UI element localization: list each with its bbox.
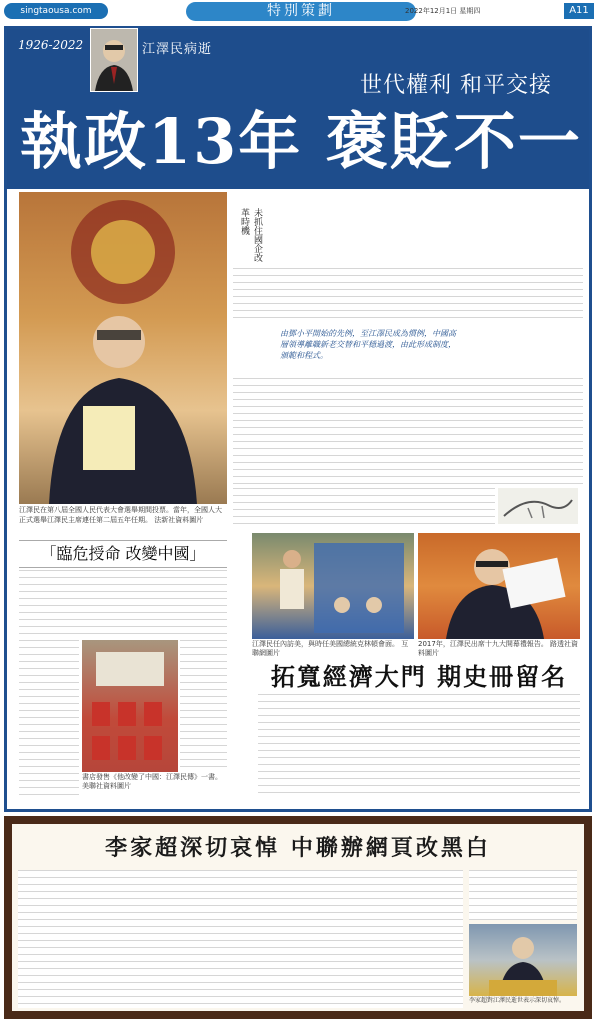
subheadline: 世代權利 和平交接 — [360, 73, 552, 98]
main-photo-caption: 江澤民在第八屆全國人民代表大會選舉期間投票。當年，全國人大正式選舉江澤民主席連任第二屆五年任期。 法新社資料圖片 — [19, 506, 222, 524]
bottom-article-side — [469, 870, 577, 920]
left-subheadline: 「臨危授命 改變中國」 — [19, 540, 227, 568]
portrait-photo — [90, 28, 138, 92]
left-article-body-side — [19, 640, 79, 798]
pull-quote: 由鄧小平開始的先例，至江澤民成為慣例，中國高層領導離職新老交替和平穩過渡，由此形成制度，頒範和程式。 — [280, 329, 456, 360]
years-label: 1926-2022 — [18, 38, 84, 52]
congress-photo-caption: 2017年，江澤民出席十九大開幕禮報告。 路透社資料圖片 — [418, 640, 579, 657]
economy-article-body — [258, 694, 580, 796]
book-photo-caption: 書店發售《他改變了中國：江澤民傳》一書。 美聯社資料圖片 — [82, 773, 222, 790]
book-photo — [82, 640, 178, 772]
site-badge: singtaousa.com — [4, 3, 108, 19]
page-number: A11 — [564, 3, 594, 19]
lee-photo-caption: 李家超對江澤民逝世表示深切哀悼。 — [469, 997, 566, 1004]
visit-photo-caption: 江澤民任內訪美，與時任美國總統克林頓會面。 互聯網圖片 — [252, 640, 409, 657]
sidebar-title: 未抓住國企改革時機 — [239, 208, 262, 262]
left-article-body-top — [19, 570, 227, 638]
ink-illustration — [498, 488, 578, 524]
bottom-article-body — [18, 870, 463, 1008]
series-title: 江澤民病逝 — [142, 42, 213, 57]
main-headline: 執政13年 褒貶不一 — [20, 105, 582, 178]
main-photo — [19, 192, 227, 504]
article-body-mid — [233, 378, 583, 486]
article-body-bottom — [233, 488, 495, 528]
bottom-headline: 李家超深切哀悼 中聯辦網頁改黑白 — [105, 835, 491, 861]
economy-headline: 拓寬經濟大門 期史冊留名 — [270, 662, 568, 691]
section-label: 特別策劃 — [186, 2, 416, 21]
lee-photo — [469, 924, 577, 996]
left-article-body-right — [180, 640, 227, 770]
visit-photo — [252, 533, 414, 639]
article-body-top — [233, 268, 583, 323]
congress-photo — [418, 533, 580, 639]
article-lead — [233, 192, 583, 267]
dateline: 2022年12月1日 星期四 — [405, 7, 481, 15]
